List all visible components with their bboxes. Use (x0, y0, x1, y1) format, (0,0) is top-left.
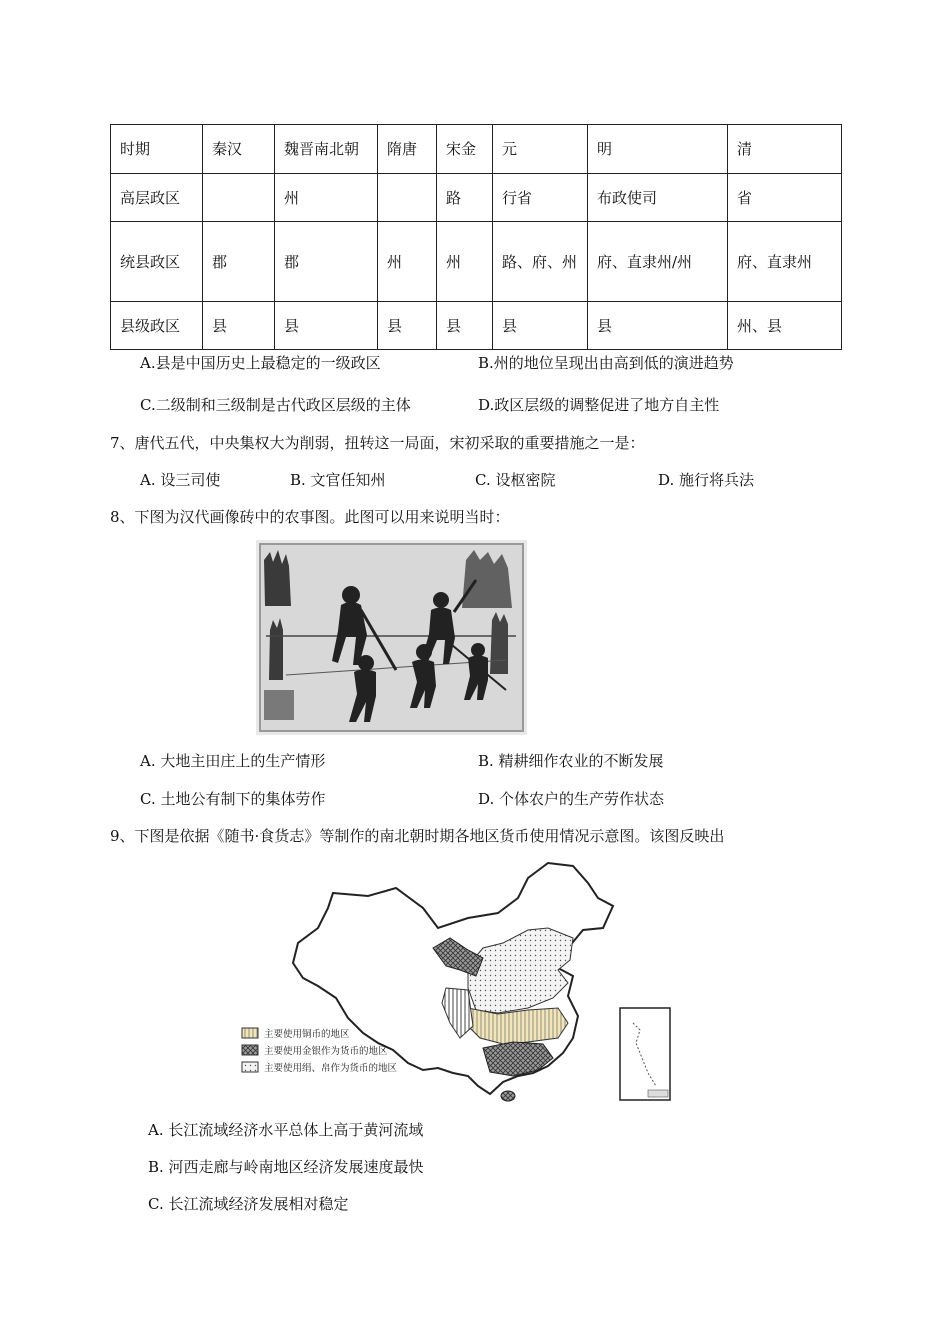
legend-label: 主要使用金银作为货币的地区 (264, 1046, 388, 1057)
table-cell: 县 (588, 302, 728, 350)
han-brick-farming-image (256, 540, 527, 735)
q8-option-b[interactable]: B. 精耕细作农业的不断发展 (478, 752, 664, 770)
table-cell: 郡 (203, 222, 275, 302)
table-row (111, 302, 842, 350)
table-header-cell: 时期 (111, 125, 203, 174)
table-header-cell: 元 (493, 125, 588, 174)
table-row (111, 174, 842, 222)
table-cell: 布政使司 (588, 174, 728, 222)
q6-option-d[interactable]: D.政区层级的调整促进了地方自主性 (478, 396, 720, 414)
legend-gold-silver-swatch (242, 1045, 258, 1055)
q7-stem: 7、唐代五代，中央集权大为削弱，扭转这一局面，宋初采取的重要措施之一是： (110, 434, 645, 452)
table-header-row (111, 125, 842, 174)
table-cell: 路、府、州 (493, 222, 588, 302)
q7-option-d[interactable]: D. 施行将兵法 (658, 471, 755, 489)
table-cell: 州 (378, 222, 437, 302)
table-cell: 县 (378, 302, 437, 350)
table-cell: 府、直隶州/州 (588, 222, 728, 302)
q6-option-b[interactable]: B.州的地位呈现出由高到低的演进趋势 (478, 354, 734, 372)
q9-option-a[interactable]: A. 长江流域经济水平总体上高于黄河流域 (148, 1121, 424, 1139)
table-header-cell: 宋金 (437, 125, 493, 174)
q6-option-a[interactable]: A.县是中国历史上最稳定的一级政区 (140, 354, 381, 372)
q7-option-c[interactable]: C. 设枢密院 (475, 471, 556, 489)
table-cell: 行省 (493, 174, 588, 222)
q6-option-c[interactable]: C.二级制和三级制是古代政区层级的主体 (140, 396, 411, 414)
legend-label: 主要使用绢、帛作为货币的地区 (264, 1063, 398, 1074)
table-cell: 统县政区 (111, 222, 203, 302)
table-header-cell: 隋唐 (378, 125, 437, 174)
table-cell: 州 (437, 222, 493, 302)
q9-option-b[interactable]: B. 河西走廊与岭南地区经济发展速度最快 (148, 1158, 424, 1176)
q8-option-d[interactable]: D. 个体农户的生产劳作状态 (478, 790, 665, 808)
legend-copper-swatch (242, 1028, 258, 1038)
table-header-cell: 秦汉 (203, 125, 275, 174)
q9-option-c[interactable]: C. 长江流域经济发展相对稳定 (148, 1195, 349, 1213)
table-cell (203, 174, 275, 222)
table-cell: 县 (493, 302, 588, 350)
table-row (111, 222, 842, 302)
table-cell: 县 (437, 302, 493, 350)
table-header-cell: 清 (728, 125, 842, 174)
table-cell: 州、县 (728, 302, 842, 350)
table-cell: 县 (203, 302, 275, 350)
table-cell: 高层政区 (111, 174, 203, 222)
table-cell: 省 (728, 174, 842, 222)
q8-option-a[interactable]: A. 大地主田庄上的生产情形 (140, 752, 326, 770)
table-cell: 县 (275, 302, 378, 350)
table-header-cell: 明 (588, 125, 728, 174)
table-header-cell: 魏晋南北朝 (275, 125, 378, 174)
q8-option-c[interactable]: C. 土地公有制下的集体劳作 (140, 790, 326, 808)
q8-stem: 8、下图为汉代画像砖中的农事图。此图可以用来说明当时： (110, 508, 510, 526)
table-cell: 郡 (275, 222, 378, 302)
table-cell: 府、直隶州 (728, 222, 842, 302)
table-cell (378, 174, 437, 222)
currency-usage-map (228, 858, 678, 1108)
legend-label: 主要使用铜币的地区 (264, 1029, 350, 1040)
table-cell: 路 (437, 174, 493, 222)
admin-division-table (110, 124, 842, 350)
q9-stem: 9、下图是依据《随书·食货志》等制作的南北朝时期各地区货币使用情况示意图。该图反映出 (110, 827, 725, 845)
legend-silk-swatch (242, 1062, 258, 1072)
table-cell: 州 (275, 174, 378, 222)
q7-option-b[interactable]: B. 文官任知州 (290, 471, 386, 489)
table-cell: 县级政区 (111, 302, 203, 350)
q7-option-a[interactable]: A. 设三司使 (140, 471, 221, 489)
